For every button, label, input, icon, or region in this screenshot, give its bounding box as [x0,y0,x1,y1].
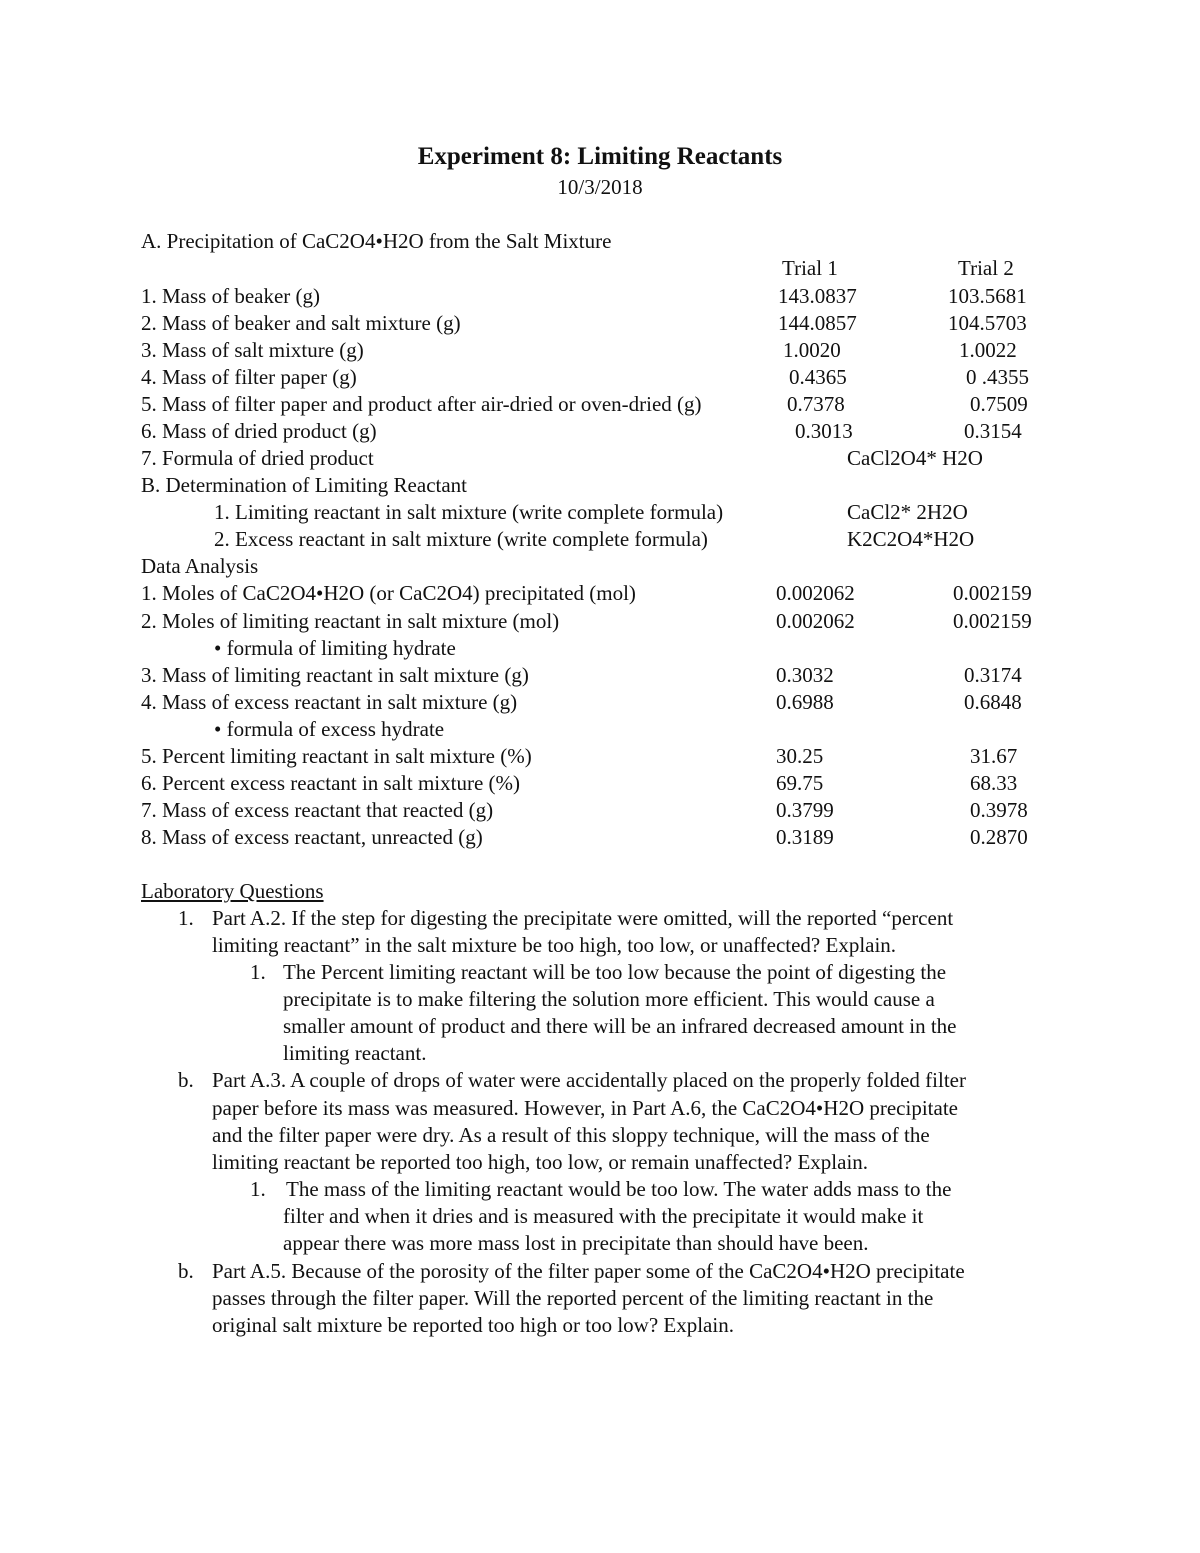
question-1-line: Part A.2. If the step for digesting the precipitate were omitted, will the reported “percent [212,906,954,930]
analysis-row-trial2: 0.3174 [964,663,1022,687]
question-2-line: and the filter paper were dry. As a result of this sloppy technique, will the mass of the [212,1123,930,1147]
question-1-line: limiting reactant” in the salt mixture be too high, too low, or unaffected? Explain. [212,933,897,957]
lab-questions-heading: Laboratory Questions [141,879,324,903]
analysis-row-trial2: 0.002159 [953,581,1032,605]
answer-2-line: appear there was more mass lost in precipitate than should have been. [283,1231,869,1255]
row-label: 1. Mass of beaker (g) [141,284,321,308]
analysis-row-label: 1. Moles of CaC2O4•H2O (or CaC2O4) precipitated (mol) [141,581,636,605]
row-label: 5. Mass of filter paper and product after air-dried or oven-dried (g) [141,392,702,416]
answer-1-line: limiting reactant. [283,1041,427,1065]
analysis-row-trial1: 0.002062 [776,581,855,605]
row-trial1: 143.0837 [778,284,857,308]
question-2-marker: b. [178,1068,194,1092]
row-trial1: 144.0857 [778,311,857,335]
answer-1-line: smaller amount of product and there will be an infrared decreased amount in the [283,1014,957,1038]
analysis-row-trial1: 0.002062 [776,609,855,633]
limiting-reactant-value: CaCl2* 2H2O [847,500,968,524]
trial1-header: Trial 1 [782,256,838,280]
analysis-row-label: 2. Moles of limiting reactant in salt mixture (mol) [141,609,560,633]
part-a-heading: A. Precipitation of CaC2O4•H2O from the Salt Mixture [141,229,612,253]
analysis-row-trial2: 0.3978 [970,798,1028,822]
analysis-row-trial2: 0.6848 [964,690,1022,714]
analysis-row-label: 5. Percent limiting reactant in salt mixture (%) [141,744,532,768]
analysis-subitem: • formula of excess hydrate [214,717,445,741]
part-b-heading: B. Determination of Limiting Reactant [141,473,468,497]
analysis-row-trial1: 0.3189 [776,825,834,849]
analysis-subitem: • formula of limiting hydrate [214,636,456,660]
question-3-line: original salt mixture be reported too high or too low? Explain. [212,1313,734,1337]
answer-2-marker: 1. [250,1177,266,1201]
analysis-row-trial1: 0.3799 [776,798,834,822]
analysis-row-trial1: 0.3032 [776,663,834,687]
question-2-line: limiting reactant be reported too high, too low, or remain unaffected? Explain. [212,1150,869,1174]
limiting-reactant-label: 1. Limiting reactant in salt mixture (write complete formula) [214,500,724,524]
analysis-row-label: 3. Mass of limiting reactant in salt mixture (g) [141,663,529,687]
analysis-row-trial2: 0.002159 [953,609,1032,633]
analysis-row-label: 4. Mass of excess reactant in salt mixture (g) [141,690,518,714]
row-trial2: 0.3154 [964,419,1022,443]
excess-reactant-label: 2. Excess reactant in salt mixture (write complete formula) [214,527,708,551]
row-label: 4. Mass of filter paper (g) [141,365,357,389]
row-trial2: 103.5681 [948,284,1027,308]
answer-1-line: The Percent limiting reactant will be too low because the point of digesting the [283,960,947,984]
formula-label: 7. Formula of dried product [141,446,374,470]
row-trial2: 0 .4355 [966,365,1029,389]
analysis-row-label: 6. Percent excess reactant in salt mixture (%) [141,771,521,795]
row-trial2: 0.7509 [970,392,1028,416]
page-title: Experiment 8: Limiting Reactants [417,143,783,170]
analysis-row-label: 7. Mass of excess reactant that reacted (g) [141,798,494,822]
trial2-header: Trial 2 [958,256,1014,280]
analysis-row-trial1: 0.6988 [776,690,834,714]
question-3-line: Part A.5. Because of the porosity of the filter paper some of the CaC2O4•H2O precipitate [212,1259,965,1283]
row-trial2: 1.0022 [959,338,1017,362]
analysis-row-trial2: 0.2870 [970,825,1028,849]
answer-2-line: filter and when it dries and is measured with the precipitate it would make it [283,1204,924,1228]
question-3-marker: b. [178,1259,194,1283]
analysis-row-label: 8. Mass of excess reactant, unreacted (g) [141,825,483,849]
formula-value: CaCl2O4* H2O [847,446,983,470]
analysis-row-trial1: 69.75 [776,771,824,795]
row-trial1: 0.3013 [795,419,853,443]
row-trial2: 104.5703 [948,311,1027,335]
analysis-row-trial1: 30.25 [776,744,824,768]
date: 10/3/2018 [557,175,643,199]
question-1-marker: 1. [178,906,194,930]
question-3-line: passes through the filter paper. Will the reported percent of the limiting reactant in the [212,1286,934,1310]
question-2-line: paper before its mass was measured. However, in Part A.6, the CaC2O4•H2O precipitate [212,1096,958,1120]
row-label: 2. Mass of beaker and salt mixture (g) [141,311,461,335]
row-trial1: 1.0020 [783,338,841,362]
question-2-line: Part A.3. A couple of drops of water were accidentally placed on the properly folded filter [212,1068,966,1092]
answer-1-marker: 1. [250,960,266,984]
answer-1-line: precipitate is to make filtering the solution more efficient. This would cause a [283,987,935,1011]
excess-reactant-value: K2C2O4*H2O [847,527,975,551]
row-label: 6. Mass of dried product (g) [141,419,377,443]
data-analysis-heading: Data Analysis [141,554,259,578]
row-trial1: 0.7378 [787,392,845,416]
row-label: 3. Mass of salt mixture (g) [141,338,364,362]
row-trial1: 0.4365 [789,365,847,389]
analysis-row-trial2: 68.33 [970,771,1018,795]
analysis-row-trial2: 31.67 [970,744,1018,768]
answer-2-line: The mass of the limiting reactant would be too low. The water adds mass to the [286,1177,952,1201]
